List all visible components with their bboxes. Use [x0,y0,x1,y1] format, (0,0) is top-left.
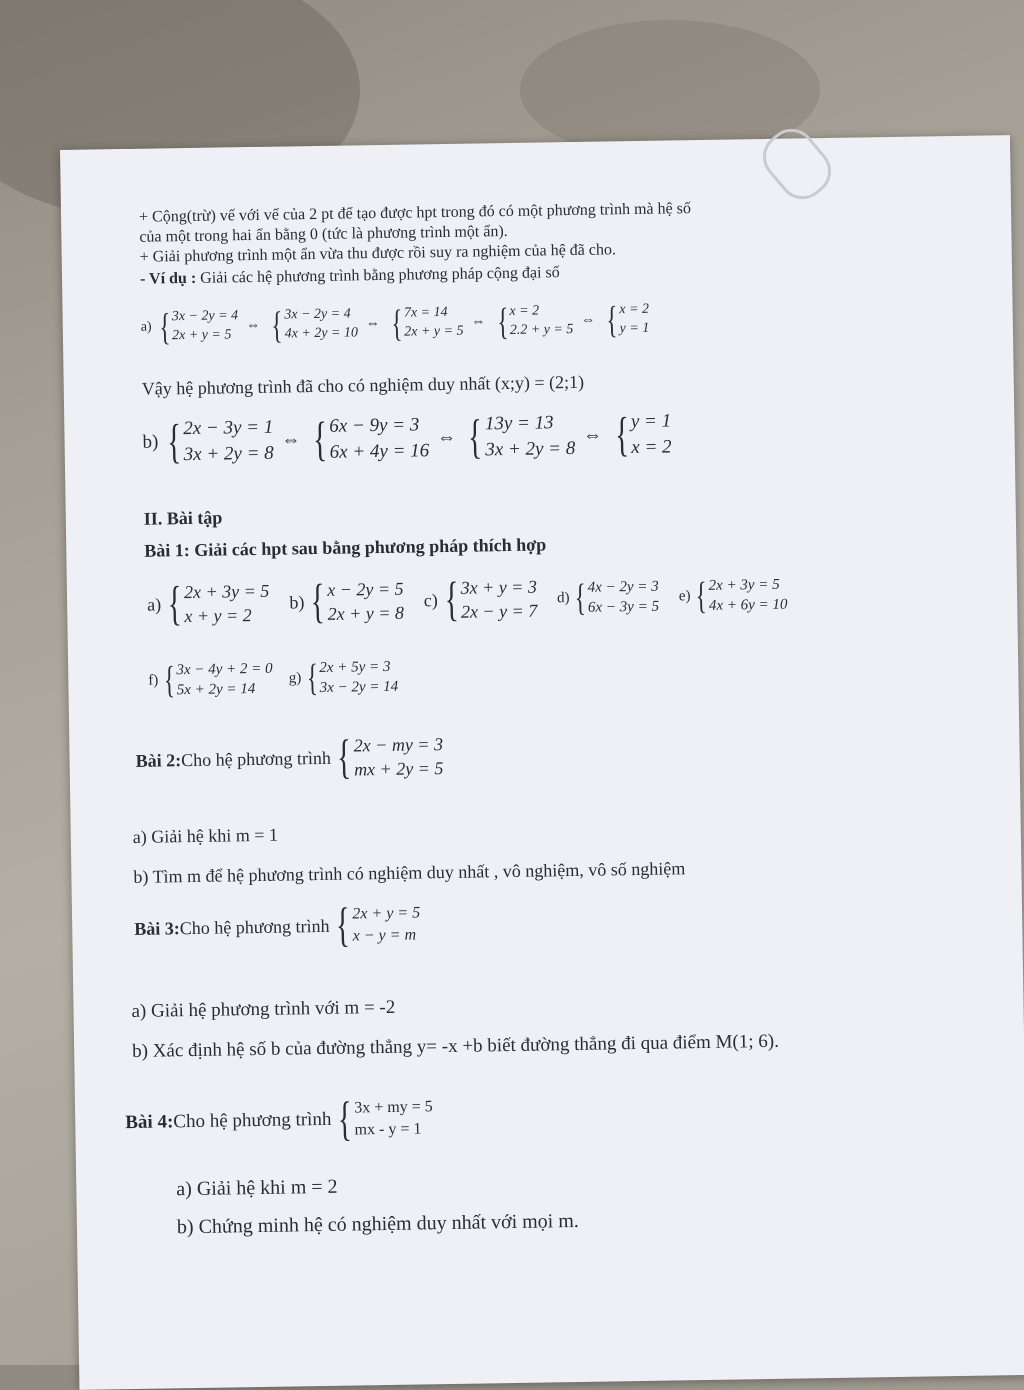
bai1-item-g: g) { 2x + 5y = 3 3x − 2y = 14 [288,657,399,700]
example-label: - Ví dụ : [139,269,197,288]
section-title: II. Bài tập [143,507,223,529]
bai3-part-b: b) Xác định hệ số b của đường thẳng y= -x +b biết đường thẳng đi qua điểm M(1; 6). [132,1030,780,1062]
bai1-item-d: d) { 4x − 2y = 3 6x − 3y = 5 [556,577,660,620]
bai1-title: Bài 1: Giải các hpt sau bằng phương pháp thích hợp [144,534,547,561]
bai1-item-c: c) { 3x + y = 3 2x − y = 7 [423,573,538,627]
equation: 6x − 3y = 5 [587,598,660,617]
example-b-row [142,408,674,468]
bai4-part-a: a) Giải hệ khi m = 2 [176,1175,338,1201]
bai4-part-b: b) Chứng minh hệ có nghiệm duy nhất với mọi m. [176,1209,579,1239]
equation: 3x + 2y = 8 [183,442,274,465]
equivalence-arrow: ⇔ [471,314,486,330]
bai2-label: Bài 2: [135,749,182,771]
equation: 6x + 4y = 16 [329,439,430,463]
item-label: c) [423,589,438,611]
bai2-desc: Cho hệ phương trình [180,747,332,770]
bai3-desc: Cho hệ phương trình [179,915,330,938]
example-b-system-1: { 2x − 3y = 1 3x + 2y = 8 [166,414,274,468]
example-heading [140,264,560,289]
bai2-part-b: b) Tìm m để hệ phương trình có nghiệm duy nhất , vô nghiệm, vô số nghiệm [133,858,686,887]
equation: 3x − 4y + 2 = 0 [176,660,273,679]
example-a-conclusion: Vậy hệ phương trình đã cho có nghiệm duy nhất (x;y) = (2;1) [141,371,585,399]
equation: 2x + 3y = 5 [708,576,780,594]
equation: 13y = 13 [484,412,554,435]
equation: 3x + my = 5 [354,1098,433,1117]
equivalence-arrow: ⇔ [581,312,596,328]
equation: x + y = 2 [184,605,252,627]
bai2-heading [135,732,445,785]
worksheet-page [60,135,1024,1390]
item-label: a) [146,594,162,615]
equation: 3x − 2y = 4 [284,306,351,323]
example-b-system-2: { 6x − 9y = 3 6x + 4y = 16 [312,412,430,466]
example-a-system-1: { 3x − 2y = 4 2x + y = 5 [159,306,239,349]
example-b-system-4: { y = 1 x = 2 [614,407,672,461]
equation: 2x + 5y = 3 [319,658,391,676]
equivalence-arrow: ⇔ [582,424,603,446]
bai1-item-b: b) { x − 2y = 5 2x + y = 8 [289,575,405,629]
equation: 4x + 6y = 10 [708,596,788,615]
example-a-row [141,301,652,347]
equation: 6x − 9y = 3 [329,414,420,437]
item-label: b) [289,592,305,613]
bai4-heading [125,1094,435,1147]
equation: mx - y = 1 [354,1120,422,1139]
bai3-part-a: a) Giải hệ phương trình với m = -2 [131,996,396,1022]
equation: 5x + 2y = 14 [176,681,256,699]
equation: 4x − 2y = 3 [587,578,659,596]
bai4-system: { 3x + my = 5 mx - y = 1 [337,1092,433,1146]
equivalence-arrow: ⇔ [281,428,301,451]
equation: 3x − 2y = 4 [171,308,239,325]
equation: 2x + y = 5 [404,323,464,340]
item-label: e) [678,587,691,605]
equation: x − y = m [352,926,417,945]
equation: x − 2y = 5 [327,578,404,600]
equivalence-arrow: ⇔ [246,317,261,334]
bai1-row-1 [145,571,790,630]
bai1-item-e: e) { 2x + 3y = 5 4x + 6y = 10 [678,575,788,618]
example-b-system-3: { 13y = 13 3x + 2y = 8 [468,410,576,464]
equation: 2x + y = 5 [171,327,232,344]
equation: y = 1 [619,320,650,337]
equation: 2x − 3y = 1 [183,416,274,440]
example-a-system-4: { x = 2 2.2 + y = 5 [496,300,574,344]
item-label: d) [556,589,570,607]
item-label: f) [148,672,159,689]
equation: 3x + 2y = 8 [485,437,576,460]
bai2-part-a: a) Giải hệ khi m = 1 [132,824,279,847]
bai2-system: { 2x − my = 3 mx + 2y = 5 [337,730,444,785]
equivalence-arrow: ⇔ [436,426,457,448]
example-a-system-2: { 3x − 2y = 4 4x + 2y = 10 [271,304,359,347]
bai3-label: Bài 3: [134,917,180,939]
equivalence-arrow: ⇔ [365,315,380,332]
example-a-label: a) [140,319,152,335]
intro-line-2: của một trong hai ẩn bằng 0 (tức là phương trình một ẩn). [139,222,508,246]
equation: 2x − my = 3 [353,734,444,756]
equation: 2x + y = 8 [327,602,405,625]
equation: x = 2 [631,436,672,458]
example-a-system-3: { 7x = 14 2x + y = 5 [391,302,464,345]
equation: 2x + 3y = 5 [183,580,270,603]
bai4-label: Bài 4: [125,1111,174,1134]
bai4-desc: Cho hệ phương trình [173,1108,332,1133]
equation: 3x + y = 3 [460,576,538,598]
equation: 2.2 + y = 5 [509,321,574,338]
equation: x = 2 [509,303,540,320]
item-label: g) [288,670,302,687]
equation: 2x − y = 7 [460,600,538,623]
example-desc: Giải các hệ phương trình bằng phương pháp cộng đại số [196,264,560,287]
bai1-item-f: f) { 3x − 4y + 2 = 0 5x + 2y = 14 [148,659,273,702]
intro-line-3: + Giải phương trình một ẩn vừa thu được rồi suy ra nghiệm của hệ đã cho. [139,241,617,266]
bai1-row-2 [146,657,400,701]
bai1-item-a: a) { 2x + 3y = 5 x + y = 2 [146,577,270,631]
equation: x = 2 [619,301,650,318]
equation: 7x = 14 [403,305,448,321]
example-b-label: b) [142,431,159,453]
intro-line-1: + Cộng(trừ) vế với vế của 2 pt để tạo được hpt trong đó có một phương trình mà hệ số [138,200,692,226]
equation: 4x + 2y = 10 [284,325,359,342]
equation: 3x − 2y = 14 [319,679,399,697]
bai3-heading [134,900,423,953]
example-a-system-5: { x = 2 y = 1 [606,299,650,342]
equation: mx + 2y = 5 [353,758,444,780]
bai3-system: { 2x + y = 5 x − y = m [335,898,421,952]
equation: y = 1 [630,410,672,433]
equation: 2x + y = 5 [352,904,421,923]
